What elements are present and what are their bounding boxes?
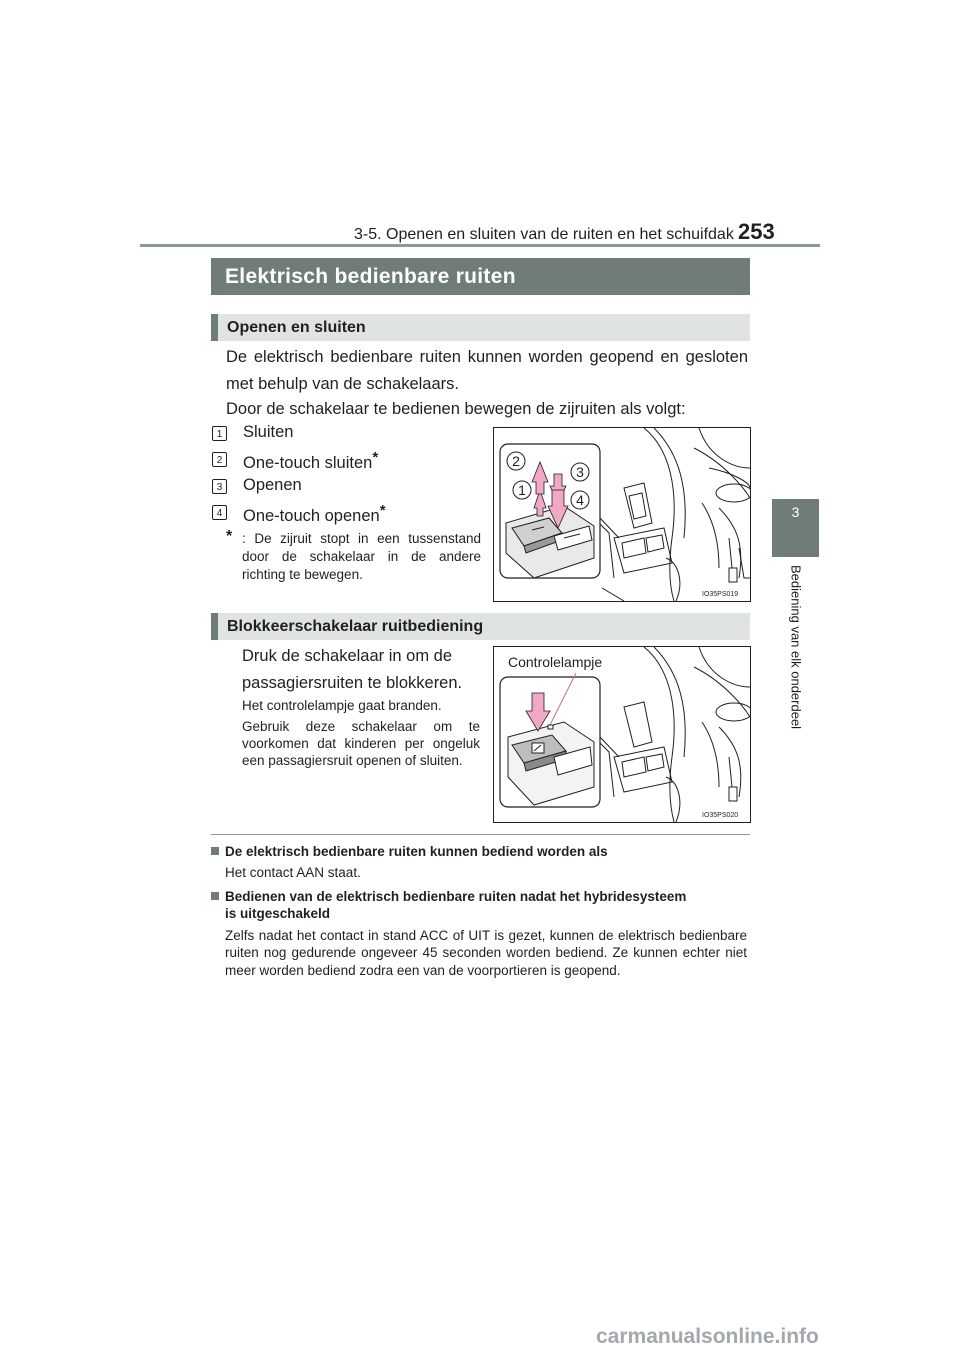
callout-4: 4 — [576, 492, 584, 508]
figure-code-1: IO35PS019 — [702, 591, 739, 598]
item-label-3: Openen — [243, 476, 302, 494]
square-bullet-icon — [211, 892, 219, 900]
section-rule — [211, 834, 750, 835]
footnote-mark: * — [226, 528, 233, 545]
chapter-title-vertical — [758, 565, 834, 745]
intro-paragraph: De elektrisch bedienbare ruiten kunnen worden geopend en gesloten met behulp van de schakelaars. — [226, 348, 748, 393]
watermark: carmanualsonline.info — [596, 1325, 819, 1348]
figure-code-2: IO35PS020 — [702, 812, 739, 819]
item-number-2: 2 — [212, 452, 227, 467]
item-label-4: One-touch openen* — [243, 502, 386, 525]
lock-note-1: Het controlelampje gaat branden. — [242, 698, 442, 713]
header-rule — [140, 244, 820, 247]
subheading-blokkeerschakelaar: Blokkeerschakelaar ruitbediening — [211, 613, 750, 640]
item-label-1: Sluiten — [243, 423, 294, 441]
subheading-openen-sluiten: Openen en sluiten — [211, 314, 750, 341]
instruction-paragraph: Door de schakelaar te bedienen bewegen de zijruiten als volgt: — [226, 400, 686, 418]
footnote — [226, 530, 481, 584]
note-text-2: Zelfs nadat het contact in stand ACC of UIT is gezet, kunnen de elektrisch bedienbare ruiten nog gedurende ongeveer 45 seconden worden bediend. Ze kunnen echter niet meer worden bediend zodra een van de voorportieren is geopend. — [225, 928, 747, 978]
chapter-number: 3 — [791, 504, 800, 520]
note-text-1: Het contact AAN staat. — [225, 865, 361, 880]
square-bullet-icon — [211, 847, 219, 855]
callout-3: 3 — [576, 464, 584, 480]
indicator-label: Controlelampje — [508, 654, 603, 670]
lock-note-2: Gebruik deze schakelaar om te voorkomen dat kinderen per ongeluk een passagiersruit openen of sluiten. — [242, 719, 480, 768]
footnote-text: : De zijruit stopt in een tussenstand door de schakelaar in de andere richting te bewegen. — [242, 531, 481, 582]
page-title: Elektrisch bedienbare ruiten — [211, 258, 750, 295]
figure-lock-switch — [493, 646, 751, 823]
running-header: 3-5. Openen en sluiten van de ruiten en het schuifdak — [354, 226, 734, 243]
callout-2: 2 — [512, 453, 520, 469]
item-number-4: 4 — [212, 505, 227, 520]
chapter-tab — [772, 499, 819, 557]
item-number-3: 3 — [212, 479, 227, 494]
page-number: 253 — [738, 219, 775, 244]
callout-1: 1 — [518, 482, 526, 498]
note-heading-2: Bedienen van de elektrisch bedienbare ruiten nadat het hybridesysteem is uitgeschakeld — [211, 888, 750, 922]
asterisk-mark: * — [372, 449, 379, 466]
lock-instruction: Druk de schakelaar in om de passagiersruiten te blokkeren. — [242, 647, 463, 692]
note-heading-1: De elektrisch bedienbare ruiten kunnen bediend worden als — [211, 843, 750, 860]
chapter-title: Bediening van elk onderdeel — [788, 565, 804, 730]
window-switch-illustration — [494, 428, 750, 601]
asterisk-mark: * — [379, 502, 386, 519]
lock-switch-illustration — [494, 647, 750, 822]
item-label-2: One-touch sluiten* — [243, 449, 379, 472]
figure-window-switch — [493, 427, 751, 602]
item-number-1: 1 — [212, 426, 227, 441]
